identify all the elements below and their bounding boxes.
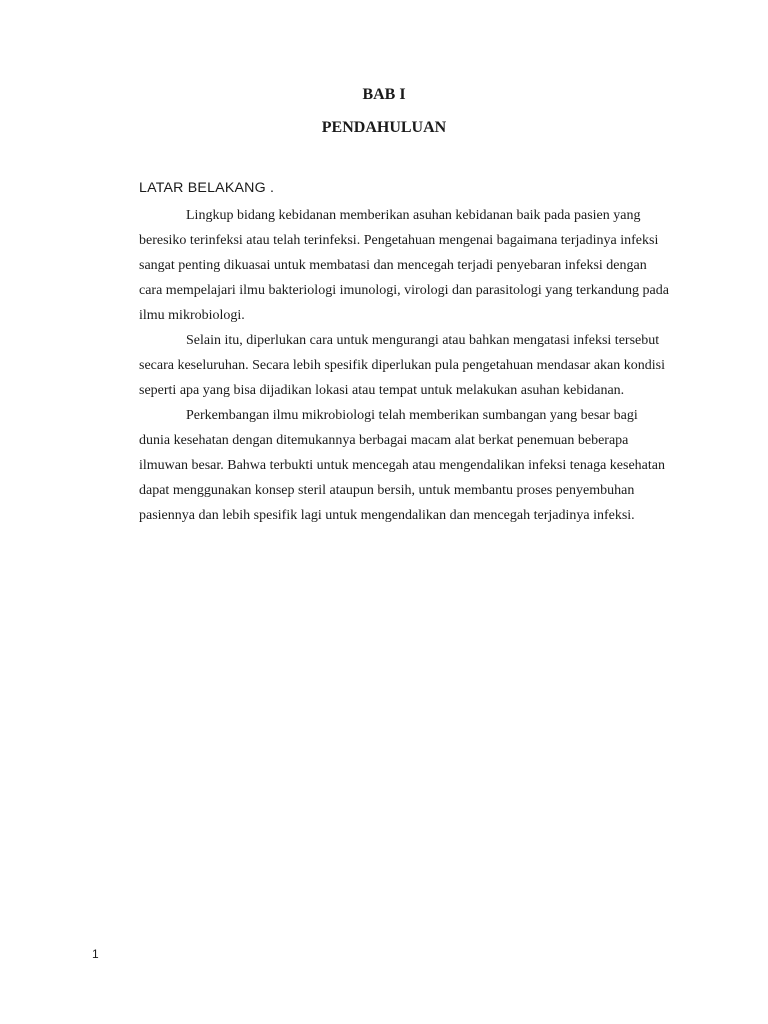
section-heading: LATAR BELAKANG .	[139, 180, 275, 196]
chapter-label: BAB I	[362, 86, 406, 103]
paragraph: Lingkup bidang kebidanan memberikan asuhan kebidanan baik pada pasien yang beresiko terinfeksi atau telah terinfeksi. Pengetahuan mengenai bagaimana terjadinya infeksi sangat penting dikuasai untuk membatasi dan mencegah terjadi penyebaran infeksi dengan cara mempelajari ilmu bakteriologi imunologi, virologi dan parasitologi yang terkandung pada ilmu mikrobiologi.	[139, 208, 669, 323]
page-number: 1	[92, 947, 99, 961]
paragraph: Selain itu, diperlukan cara untuk mengurangi atau bahkan mengatasi infeksi tersebut secara keseluruhan. Secara lebih spesifik diperlukan pula pengetahuan mendasar akan kondisi seperti apa yang bisa dijadikan lokasi atau tempat untuk melakukan asuhan kebidanan.	[139, 333, 665, 398]
chapter-title: PENDAHULUAN	[321, 119, 447, 136]
paragraph: Perkembangan ilmu mikrobiologi telah memberikan sumbangan yang besar bagi dunia kesehatan dengan ditemukannya berbagai macam alat berkat penemuan beberapa ilmuwan besar. Bahwa terbukti untuk mencegah atau mengendalikan infeksi tenaga kesehatan dapat menggunakan konsep steril ataupun bersih, untuk membantu proses penyembuhan pasiennya dan lebih spesifik lagi untuk mengendalikan dan mencegah terjadinya infeksi.	[139, 408, 665, 523]
body-text	[139, 203, 669, 528]
